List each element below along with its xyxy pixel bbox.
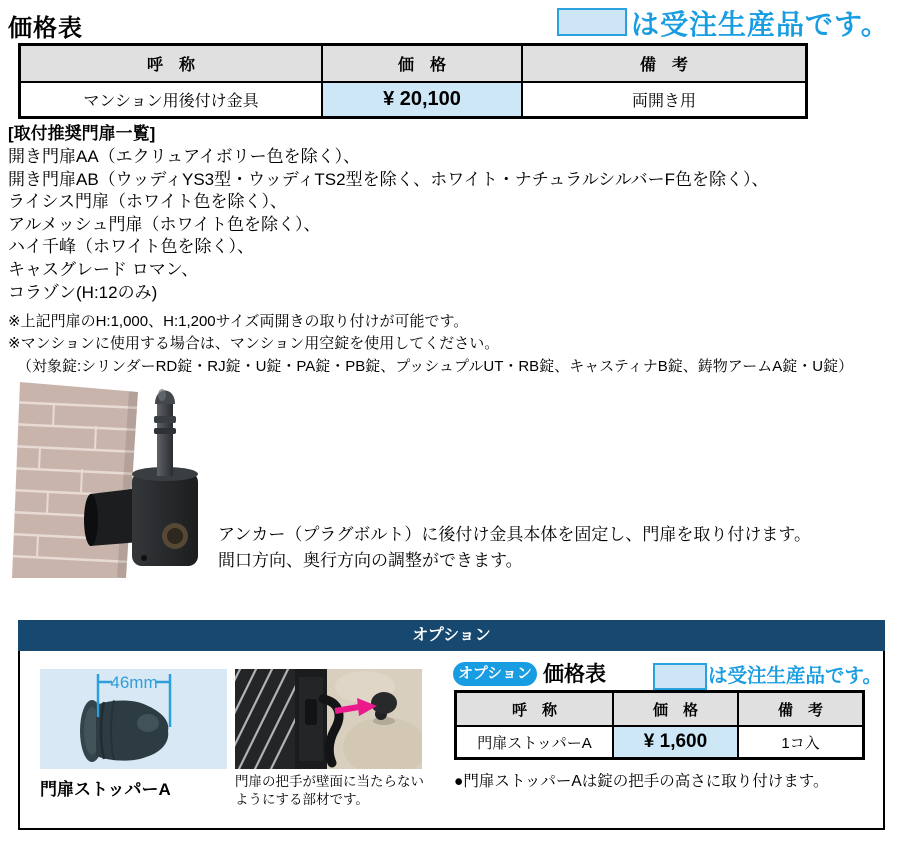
gate-photo-caption xyxy=(235,773,424,808)
option-table-cell-name: 門扉ストッパーA xyxy=(457,725,612,757)
option-section-header: オプション xyxy=(18,620,885,651)
stopper-shape xyxy=(80,700,168,762)
list-item: コラゾン(H:12のみ) xyxy=(8,282,158,302)
option-badge: オプション xyxy=(453,662,537,686)
option-made-to-order-legend: は受注生産品です。 xyxy=(708,665,882,687)
price-table-header-name: 呼 称 xyxy=(21,46,321,81)
option-table-header-name: 呼 称 xyxy=(457,693,612,725)
recommended-gates-section xyxy=(8,122,888,378)
list-item: キャスグレード ロマン、 xyxy=(8,259,199,279)
page-title: 価格表 xyxy=(8,15,83,42)
gate-stopper-photo xyxy=(235,669,422,769)
recommended-gates-title: [取付推奨門扉一覧] xyxy=(8,124,156,143)
option-table-header-price: 価 格 xyxy=(612,693,737,725)
option-table-cell-note: 1コ入 xyxy=(737,725,862,757)
list-item: アルメッシュ門扉（ホワイト色を除く）、 xyxy=(8,214,321,234)
install-description-line2: 間口方向、奥行方向の調整ができます。 xyxy=(218,551,523,570)
install-description xyxy=(218,522,811,574)
wall-stopper xyxy=(371,692,397,725)
list-item: 開き門扉AA（エクリュアイボリー色を除く）、 xyxy=(8,147,361,166)
note-line: （対象錠:シリンダーRD錠・RJ錠・U錠・PA錠・PB錠、プッシュプルUT・RB錠、キャスティナB錠、鋳物アームA錠・U錠） xyxy=(17,357,854,375)
install-description-line1: アンカー（プラグボルト）に後付け金具本体を固定し、門扉を取り付けます。 xyxy=(218,525,811,544)
stopper-caption: 門扉ストッパーA xyxy=(40,780,171,799)
list-item: 開き門扉AB（ウッディYS3型・ウッディTS2型を除く、ホワイト・ナチュラルシルバーF色を除く）、 xyxy=(8,169,769,189)
notes-block xyxy=(8,311,888,378)
price-table-header-note: 備 考 xyxy=(521,46,805,81)
note-line: ※上記門扉のH:1,000、H:1,200サイズ両開きの取り付けが可能です。 xyxy=(8,313,469,331)
gate-panel xyxy=(235,669,327,769)
option-table-header-note: 備 考 xyxy=(737,693,862,725)
price-table-cell-name: マンション用後付け金具 xyxy=(21,81,321,116)
gate-photo-caption-line1: 門扉の把手が壁面に当たらない xyxy=(235,774,424,789)
gate-photo-caption-line2: ようにする部材です。 xyxy=(235,791,369,807)
made-to-order-legend: は受注生産品です。 xyxy=(631,9,890,40)
list-item: ハイ千峰（ホワイト色を除く）、 xyxy=(8,237,254,257)
option-note: ●門扉ストッパーAは錠の把手の高さに取り付けます。 xyxy=(454,773,829,790)
price-table xyxy=(18,43,808,119)
dimension-label: 46mm xyxy=(110,673,158,692)
option-section xyxy=(18,620,885,830)
option-price-title: 価格表 xyxy=(543,663,606,686)
made-to-order-swatch xyxy=(557,8,627,36)
anchor-fitting-photo xyxy=(10,378,240,578)
list-item: ライシス門扉（ホワイト色を除く）、 xyxy=(8,192,287,212)
note-line: ※マンションに使用する場合は、マンション用空錠を使用してください。 xyxy=(8,335,500,353)
option-table-cell-price: ¥ 1,600 xyxy=(612,725,737,757)
option-box xyxy=(18,651,885,830)
option-price-table xyxy=(454,690,865,760)
price-table-header-price: 価 格 xyxy=(321,46,521,81)
price-table-cell-note: 両開き用 xyxy=(521,81,805,116)
stopper-illustration xyxy=(40,669,227,769)
option-made-to-order-swatch xyxy=(653,663,707,690)
price-table-cell-price: ¥ 20,100 xyxy=(321,81,521,116)
